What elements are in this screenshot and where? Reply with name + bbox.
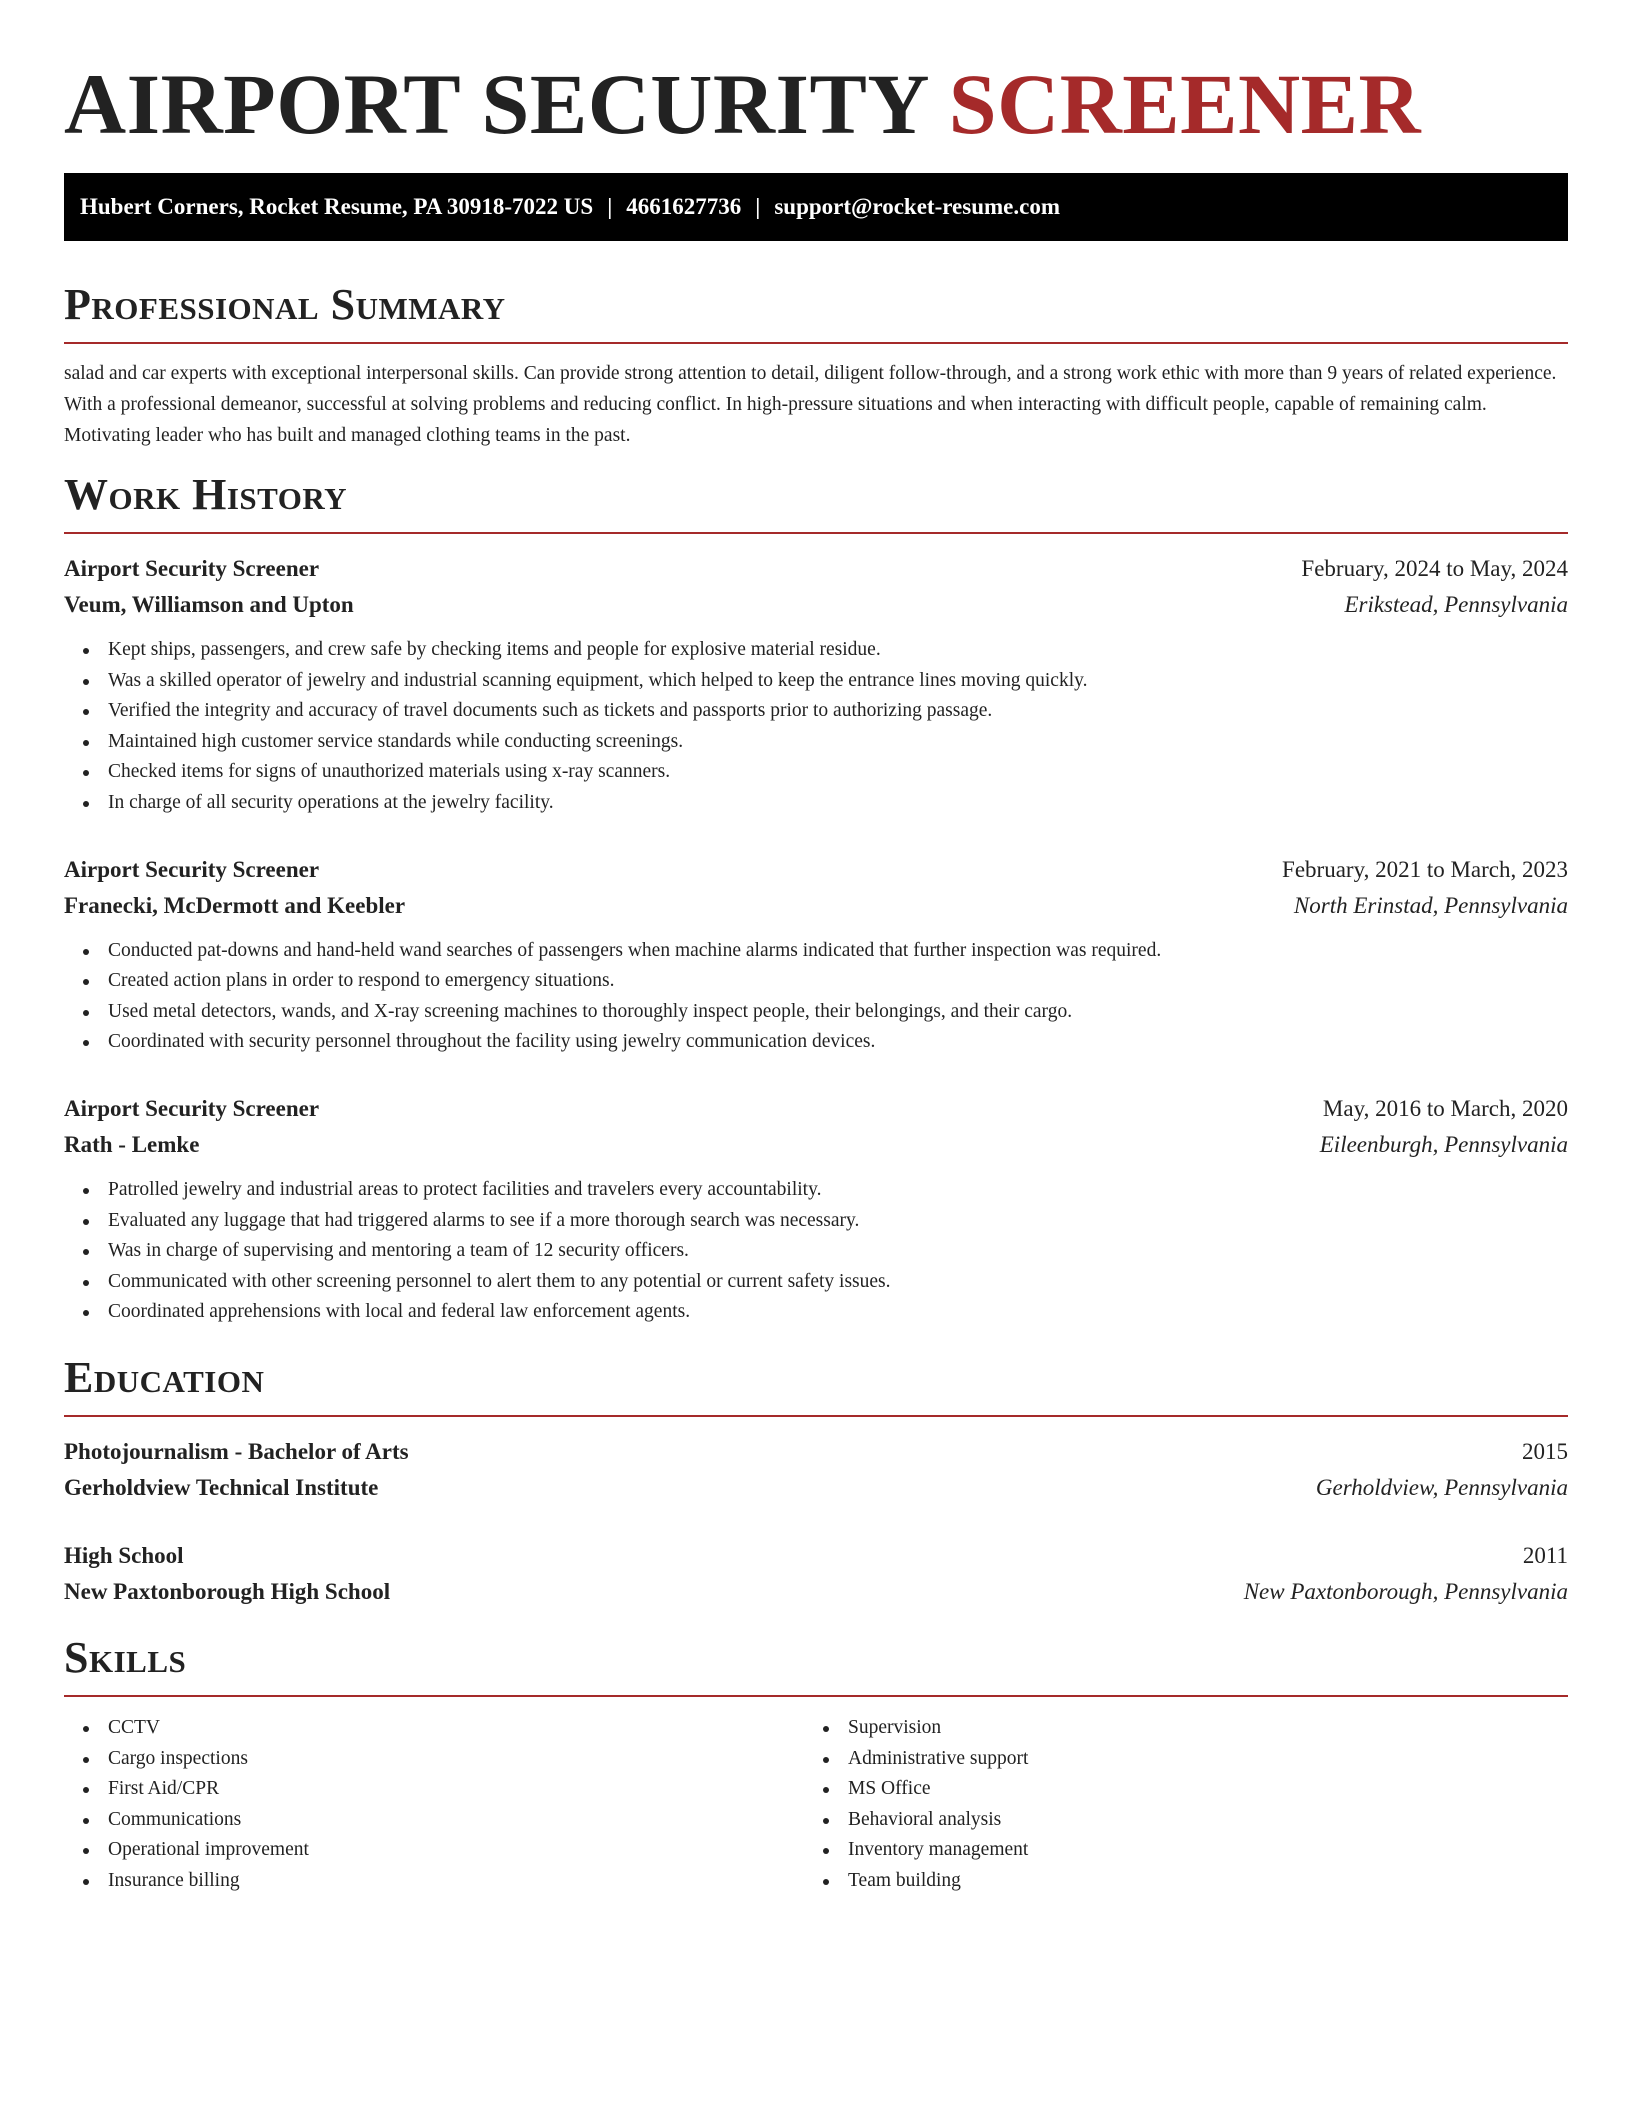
job-role: Airport Security Screener [64, 556, 320, 581]
job-company: Veum, Williamson and Upton [64, 592, 354, 617]
job-bullets [64, 1175, 1568, 1328]
section-heading: Education [64, 1352, 265, 1402]
education-location: New Paxtonborough, Pennsylvania [1243, 1578, 1568, 1604]
work-history-section [64, 470, 1568, 1328]
skill-item: Cargo inspections [108, 1744, 804, 1775]
job-location: Eileenburgh, Pennsylvania [1319, 1131, 1568, 1157]
list-item: Used metal detectors, wands, and X-ray screening machines to thoroughly inspect people, their belongings, and their cargo. [108, 997, 1568, 1028]
skill-item: Administrative support [848, 1744, 1544, 1775]
list-item: Verified the integrity and accuracy of travel documents such as tickets and passports prior to authorizing passage. [108, 696, 1568, 727]
contact-address: Hubert Corners, Rocket Resume, PA 30918-7022 US [80, 194, 594, 219]
skill-item: Operational improvement [108, 1835, 804, 1866]
title-main: AIRPORT SECURITY [64, 56, 927, 152]
list-item: Conducted pat-downs and hand-held wand searches of passengers when machine alarms indicated that further inspection was required. [108, 936, 1568, 967]
education-degree: Photojournalism - Bachelor of Arts [64, 1438, 409, 1464]
job-location: North Erinstad, Pennsylvania [1293, 892, 1568, 918]
skills-column-right [804, 1713, 1544, 1897]
resume-page [64, 0, 1568, 1896]
contact-separator: | [607, 194, 613, 219]
section-heading: Skills [64, 1632, 187, 1682]
skill-item: First Aid/CPR [108, 1774, 804, 1805]
section-divider [64, 1415, 1568, 1417]
job-company: Rath - Lemke [64, 1131, 200, 1157]
education-location: Gerholdview, Pennsylvania [1315, 1474, 1568, 1500]
section-divider [64, 532, 1568, 534]
job-dates: May, 2016 to March, 2020 [1322, 1095, 1568, 1121]
list-item: In charge of all security operations at the jewelry facility. [108, 788, 1568, 819]
education-school: Gerholdview Technical Institute [64, 1474, 379, 1500]
education-school: New Paxtonborough High School [64, 1578, 391, 1604]
list-item: Was in charge of supervising and mentoring a team of 12 security officers. [108, 1236, 1568, 1267]
skill-item: Supervision [848, 1713, 1544, 1744]
education-degree: High School [64, 1542, 184, 1568]
list-item: Evaluated any luggage that had triggered alarms to see if a more thorough search was necessary. [108, 1206, 1568, 1237]
contact-phone: 4661627736 [626, 194, 742, 219]
list-item: Coordinated apprehensions with local and federal law enforcement agents. [108, 1297, 1568, 1328]
job-entry [64, 1091, 1568, 1328]
skills-list [804, 1713, 1544, 1897]
job-role: Airport Security Screener [64, 1095, 320, 1121]
list-item: Patrolled jewelry and industrial areas to protect facilities and travelers every accountability. [108, 1175, 1568, 1206]
summary-section [64, 280, 1568, 451]
job-dates: February, 2021 to March, 2023 [1282, 856, 1568, 882]
list-item: Maintained high customer service standards while conducting screenings. [108, 727, 1568, 758]
job-location: Erikstead, Pennsylvania [1344, 592, 1568, 617]
job-dates: February, 2024 to May, 2024 [1301, 556, 1568, 581]
skills-section [64, 1633, 1568, 1897]
contact-separator: | [755, 194, 761, 219]
job-bullets [64, 635, 1568, 819]
list-item: Created action plans in order to respond to emergency situations. [108, 966, 1568, 997]
section-divider [64, 342, 1568, 344]
skill-item: Communications [108, 1805, 804, 1836]
contact-email: support@rocket-resume.com [774, 194, 1060, 219]
list-item: Communicated with other screening personnel to alert them to any potential or current safety issues. [108, 1267, 1568, 1298]
contact-bar [64, 173, 1568, 241]
list-item: Was a skilled operator of jewelry and industrial scanning equipment, which helped to keep the entrance lines moving quickly. [108, 666, 1568, 697]
list-item: Coordinated with security personnel throughout the facility using jewelry communication devices. [108, 1027, 1568, 1058]
skills-grid [64, 1713, 1568, 1897]
skill-item: MS Office [848, 1774, 1544, 1805]
title-accent: SCREENER [948, 56, 1422, 152]
summary-text: salad and car experts with exceptional interpersonal skills. Can provide strong attention to detail, diligent follow-through, and a strong work ethic with more than 9 years of related experience. With a professional demeanor, successful at solving problems and reducing conflict. In high-pressure situations and when interacting with difficult people, capable of remaining calm. Motivating leader who has built and managed clothing teams in the past. [64, 363, 1557, 446]
skills-column-left [64, 1713, 804, 1897]
job-entry [64, 852, 1568, 1058]
skill-item: Team building [848, 1866, 1544, 1897]
section-heading: Work History [64, 470, 348, 519]
job-bullets [64, 936, 1568, 1058]
education-entry [64, 1538, 1568, 1610]
education-entry [64, 1434, 1568, 1506]
skill-item: CCTV [108, 1713, 804, 1744]
job-entry [64, 551, 1568, 819]
education-year: 2011 [1522, 1542, 1568, 1568]
resume-title [64, 0, 1568, 150]
education-year: 2015 [1522, 1438, 1568, 1464]
skill-item: Inventory management [848, 1835, 1544, 1866]
list-item: Kept ships, passengers, and crew safe by checking items and people for explosive material residue. [108, 635, 1568, 666]
education-section [64, 1353, 1568, 1610]
list-item: Checked items for signs of unauthorized materials using x-ray scanners. [108, 757, 1568, 788]
skill-item: Behavioral analysis [848, 1805, 1544, 1836]
skill-item: Insurance billing [108, 1866, 804, 1897]
job-role: Airport Security Screener [64, 856, 320, 882]
skills-list [64, 1713, 804, 1897]
job-company: Franecki, McDermott and Keebler [64, 892, 406, 918]
section-divider [64, 1695, 1568, 1697]
section-heading: Professional Summary [64, 280, 506, 329]
